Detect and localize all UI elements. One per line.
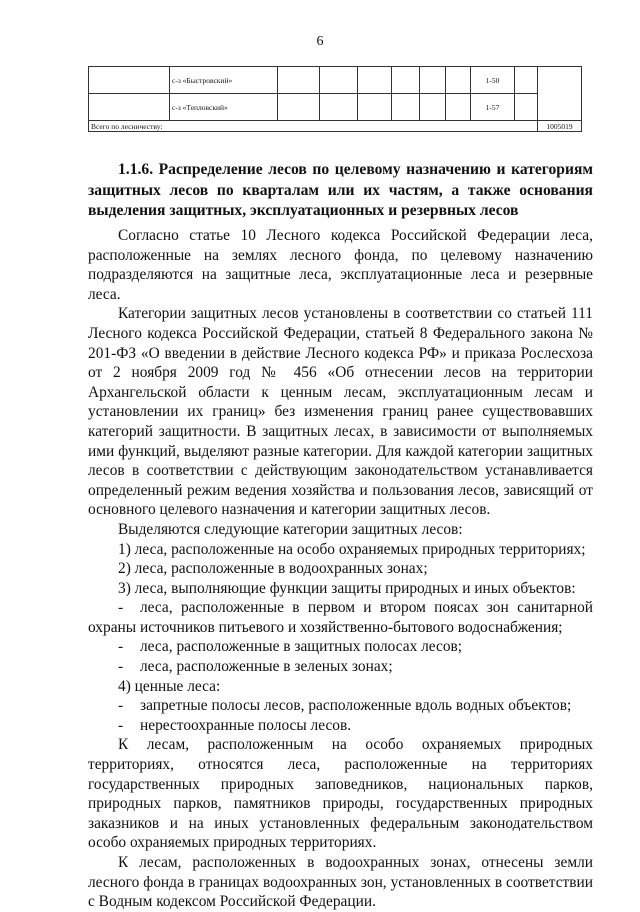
table-total-label: Всего по лесничеству:	[89, 121, 538, 132]
list-item	[88, 696, 593, 716]
paragraph-text: 2) леса, расположенные в водоохранных зонах;	[118, 560, 428, 578]
list-item	[88, 716, 593, 736]
paragraph-text: нерестоохранные полосы лесов.	[140, 716, 352, 734]
table-cell-name: с-з «Тепловский»	[170, 94, 278, 121]
paragraph-text: леса, расположенные в первом и втором поясах зон санитарной охраны источников питьевого и хозяйственно-бытового водоснабжения;	[88, 599, 593, 636]
paragraph-text: 4) ценные леса:	[118, 677, 221, 695]
paragraph-text: К лесам, расположенных в водоохранных зонах, отнесены земли лесного фонда в границах водоохранных зон, установленных в соответствии с Водным кодексом Российской Федерации.	[88, 854, 593, 911]
page-number: 6	[316, 34, 324, 49]
list-dash: -	[118, 697, 124, 715]
paragraph-text: леса, расположенные в защитных полосах лесов;	[140, 638, 463, 656]
table-cell-value: 1-57	[471, 94, 515, 121]
paragraph	[88, 540, 593, 560]
paragraph	[88, 853, 593, 912]
paragraph-text: Согласно статье 10 Лесного кодекса Российской Федерации леса, расположенные на землях лесного фонда, по целевому назначению подразделяются на защитные леса, эксплуатационные леса и резервные леса.	[88, 227, 593, 303]
table-row	[89, 67, 582, 94]
list-dash: -	[118, 599, 124, 617]
paragraph-text: 1) леса, расположенные на особо охраняемых природных территориях;	[118, 540, 586, 558]
list-dash: -	[118, 638, 124, 656]
paragraph	[88, 226, 593, 304]
paragraph	[88, 579, 593, 599]
paragraph-text: К лесам, расположенным на особо охраняемых природных территориях, относятся леса, расположенные на территориях государственных природных заповедников, национальных парков, природных парков, памятников природы, государственных природных заказников и на иных установленных федеральным законодательством особо охраняемых природных территориях.	[88, 736, 593, 852]
paragraph	[88, 304, 593, 520]
list-dash: -	[118, 716, 124, 734]
table-row	[89, 94, 582, 121]
table-total-value: 1005019	[538, 121, 582, 132]
paragraph-text: Выделяются следующие категории защитных лесов:	[118, 520, 463, 538]
paragraph	[88, 735, 593, 853]
forest-area-table-fragment	[88, 66, 582, 132]
paragraph	[88, 677, 593, 697]
table-cell-name: с-з «Быстровский»	[170, 67, 278, 94]
paragraph-text: леса, расположенные в зеленых зонах;	[140, 658, 393, 676]
list-dash: -	[118, 658, 124, 676]
list-item	[88, 657, 593, 677]
paragraph	[88, 520, 593, 540]
paragraph-text: запретные полосы лесов, расположенные вдоль водных объектов;	[140, 697, 572, 715]
list-item	[88, 598, 593, 637]
table-cell-value: 1-50	[471, 67, 515, 94]
paragraph	[88, 559, 593, 579]
paragraph-text: 3) леса, выполняющие функции защиты природных и иных объектов:	[118, 579, 576, 597]
body-text	[88, 226, 593, 912]
section-heading: 1.1.6. Распределение лесов по целевому назначению и категориям защитных лесов по кварталам или их частям, а также основания выделения защитных, эксплуатационных и резервных лесов	[88, 161, 593, 219]
table-total-row	[89, 121, 582, 132]
list-item	[88, 637, 593, 657]
paragraph-text: Категории защитных лесов установлены в соответствии со статьей 111 Лесного кодекса Российской Федерации, статьей 8 Федерального закона № 201-ФЗ «О введении в действие Лесного кодекса РФ» и приказа Рослесхоза от 2 ноября 2009 год № 456 «Об отнесении лесов на территории Архангельской области к ценным лесам, эксплуатационным лесам и установлении их границ» без изменения границ ранее существовавших категорий защитности. В защитных лесах, в зависимости от выполняемых ими функций, выделяют разные категории. Для каждой категории защитных лесов в соответствии с действующим законодательством устанавливается определенный режим ведения хозяйства и пользования лесов, зависящий от основного целевого назначения и категории защитных лесов.	[88, 305, 593, 519]
